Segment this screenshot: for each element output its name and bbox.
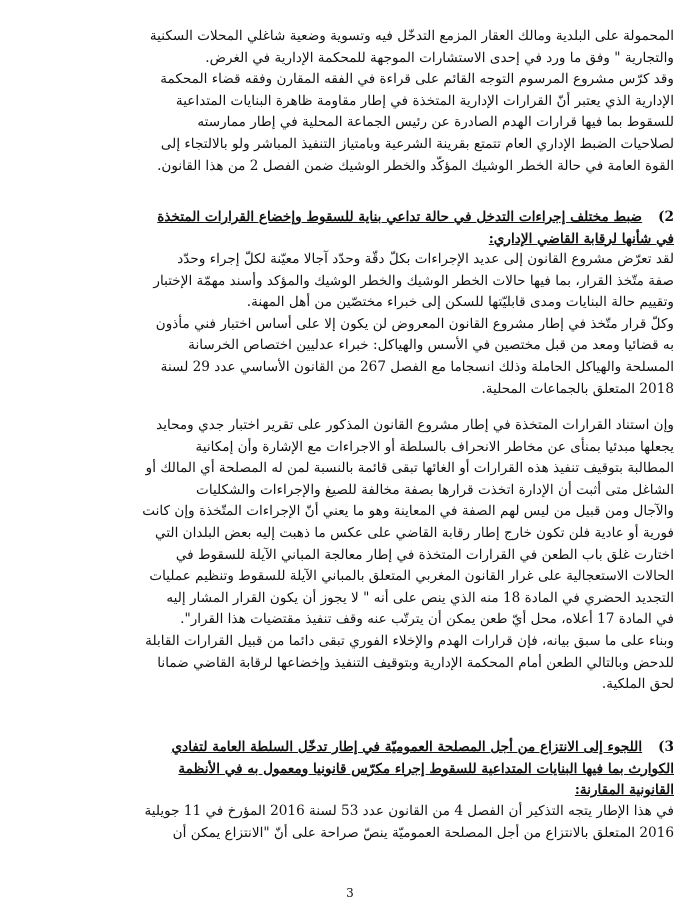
section-number-3: 3) bbox=[658, 739, 674, 755]
paragraph-1 bbox=[96, 26, 674, 177]
paragraph-2 bbox=[96, 249, 674, 400]
text-line: الشاغل متى أثبت أن الإدارة اتخذت قرارها بصفة مخالفة للصيغ والإجراءات والشكليات bbox=[196, 481, 674, 498]
text-line: صفة متّخذ القرار، بما فيها حالات الخطر الوشيك والخطر الوشيك والمؤكد وأسند مهمّة الإختبار bbox=[153, 272, 674, 289]
text-line: والتجارية " وفق ما ورد في إحدى الاستشارات الموجهة للمحكمة الإدارية في الغرض. bbox=[205, 49, 674, 66]
paragraph-3 bbox=[96, 415, 674, 696]
text-line: اختارت غلق باب الطعن في القرارات المتخذة في إطار معالجة المباني الآيلة للسقوط في bbox=[175, 546, 674, 563]
section-number-2: 2) bbox=[658, 209, 674, 225]
text-line: للسقوط بما فيها قرارات الهدم الصادرة عن رئيس الجماعة المحلية في إطار ممارسته bbox=[197, 114, 674, 131]
text-line: القوة العامة في حالة الخطر الوشيك المؤكّد والخطر الوشيك ضمن الفصل 2 من هذا القانون. bbox=[157, 157, 674, 174]
text-line: والآجال ومن قبيل من ليس لهم الصفة في المعاينة وهو ما يعني أنّ الإجراءات المتّخذة وإن كانت bbox=[142, 503, 674, 520]
heading-2-line-1: ضبط مختلف إجراءات التدخل في حالة تداعي بناية للسقوط وإخضاع القرارات المتخذة bbox=[157, 209, 643, 225]
text-line: المسلحة والهياكل الحاملة وذلك انسجاما مع الفصل 267 من القانون الأساسي عدد 29 لسنة bbox=[160, 358, 674, 375]
heading-section-3 bbox=[96, 737, 674, 802]
heading-3-line-1: اللجوء إلى الانتزاع من أجل المصلحة العموميّة في إطار تدخّل السلطة العامة لتفادي bbox=[171, 739, 643, 755]
heading-3-line-3: القانونية المقارنة: bbox=[574, 782, 674, 799]
text-line: للدحض وبالتالي الطعن أمام المحكمة الإدارية وبتوقيف التنفيذ وإخضاعها لرقابة القاضي ضمانا bbox=[157, 654, 674, 671]
text-line: الإدارية الذي يعتبر أنّ القرارات الإدارية المتخذة في إطار مقاومة ظاهرة البنايات المتداعية bbox=[175, 92, 674, 109]
text-line: لصلاحيات الضبط الإداري العام تتمتع بقرينة الشرعية وبامتياز التنفيذ المباشر ولو بالالتجاء إلى bbox=[160, 135, 674, 152]
text-line: لحق الملكية. bbox=[601, 676, 674, 693]
text-line: المطالبة بتوقيف تنفيذ هذه القرارات أو الغائها تبقى قائمة بالنسبة لمن له المصلحة أي المالك أو bbox=[145, 460, 674, 477]
heading-2-line-2: في شأنها لرقابة القاضي الإداري: bbox=[488, 230, 674, 247]
text-line: وكلّ قرار متّخذ في إطار مشروع القانون المعروض لن يكون إلا على أساس اختبار فني مأذون bbox=[155, 315, 674, 332]
text-line: 2018 المتعلق بالجماعات المحلية. bbox=[481, 380, 674, 397]
paragraph-4 bbox=[96, 801, 674, 844]
heading-3-line-2: الكوارث بما فيها البنايات المتداعية للسقوط إجراء مكرّس قانونيا ومعمول به في الأنظمة bbox=[178, 760, 674, 777]
text-line: المحمولة على البلدية ومالك العقار المزمع التدخّل فيه وتسوية وضعية شاغلي المحلات السكنية bbox=[149, 28, 674, 44]
text-line: 2016 المتعلق بالانتزاع من أجل المصلحة العموميّة ينصّ صراحة على أنّ "الانتزاع يمكن أن bbox=[172, 824, 674, 841]
text-line: الحالات الاستعجالية على غرار القانون المغربي المتعلق بالمباني الآيلة للسقوط وتنظيم عمليات bbox=[149, 568, 674, 585]
text-line: به قضائيا ومعد من قبل مختصين في الأسس والهياكل: خبراء عدليين اختصاص الخرسانة bbox=[188, 337, 674, 354]
text-line: وتقييم حالة البنايات ومدى قابليّتها للسكن إلى خبراء مختصّين من أهل المهنة. bbox=[246, 294, 674, 311]
text-line: التجديد الحضري في المادة 18 منه الذي ينص على أنه " لا يجوز أن يكون القرار المشار إليه bbox=[166, 589, 674, 606]
text-line: في هذا الإطار يتجه التذكير أن الفصل 4 من القانون عدد 53 لسنة 2016 المؤرخ في 11 جويلية bbox=[144, 803, 674, 819]
text-line: فورية أو عادية فلن تكون خارج إطار رقابة القاضي على عكس ما ذهبت إليه بعض البلدان التي bbox=[155, 524, 674, 541]
text-line: وبناء على ما سبق بيانه، فإن قرارات الهدم والإخلاء الفوري تبقى دائما من قبيل القرارات القابلة bbox=[145, 632, 674, 649]
text-line: في المادة 17 أعلاه، محل أيّ طعن يمكن أن يترتّب عنه وقف تنفيذ مقتضيات هذا القرار". bbox=[180, 611, 674, 628]
text-line: لقد تعرّض مشروع القانون إلى عديد الإجراءات بكلّ دقّة وحدّد آجالا معيّنة لكلّ إجراء وحدّد bbox=[177, 251, 674, 267]
page-number: 3 bbox=[346, 886, 354, 900]
text-line: يجعلها مبدئيا بمنأى عن مخاطر الانحراف بالسلطة أو الاجراءات مع الإشارة وأن إمكانية bbox=[195, 438, 674, 455]
heading-section-2 bbox=[96, 207, 674, 250]
text-line: وقد كرّس مشروع المرسوم التوجه القائم على قراءة في الفقه المقارن وفقه قضاء المحكمة bbox=[160, 71, 674, 88]
text-line: وإن استناد القرارات المتخذة في إطار مشروع القانون المذكور على تقرير اختبار جدي ومحايد bbox=[156, 417, 674, 433]
